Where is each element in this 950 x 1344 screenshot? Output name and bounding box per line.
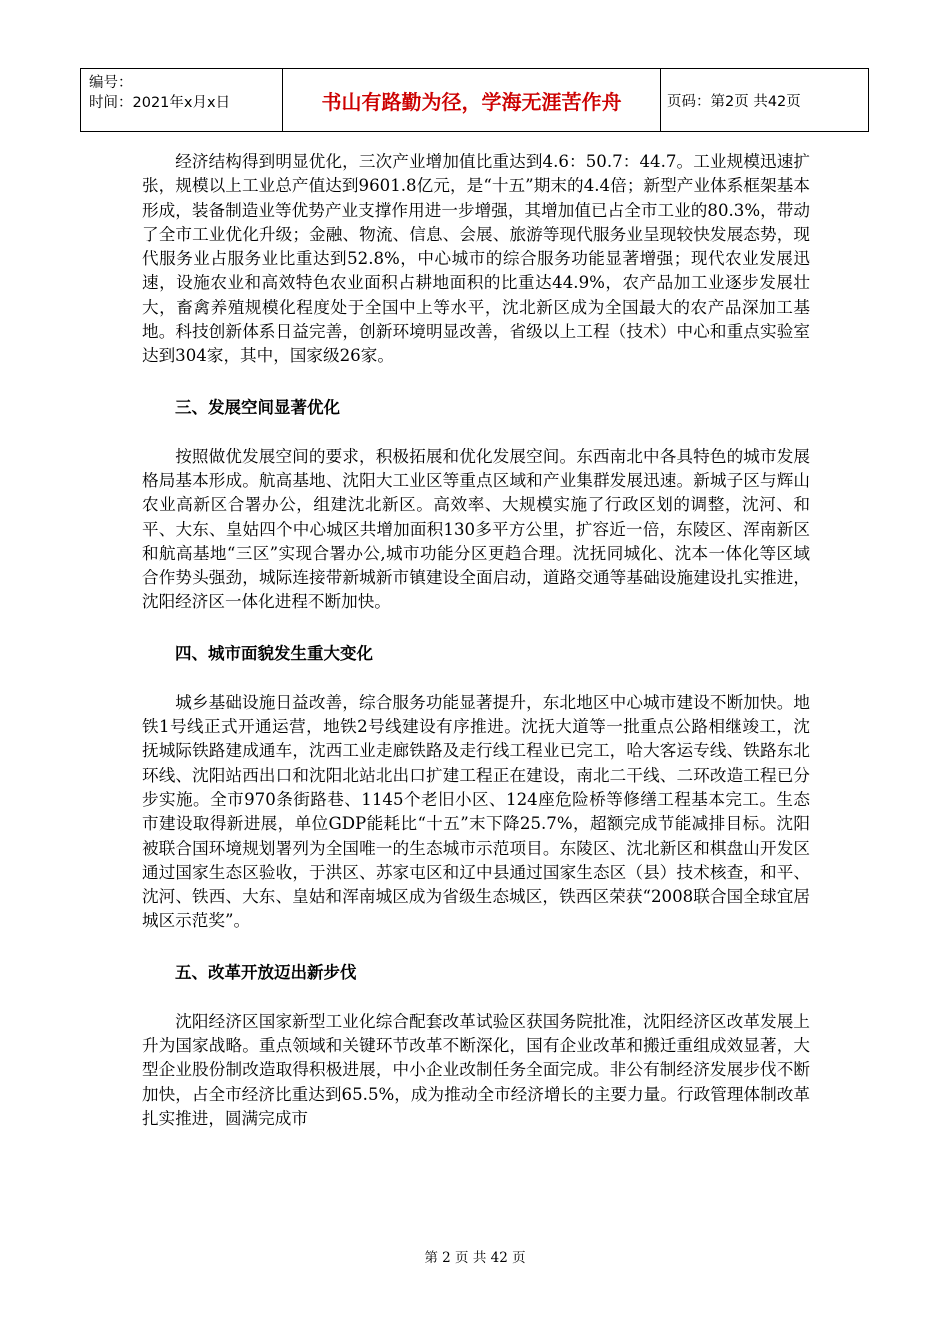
paragraph-space: 按照做优发展空间的要求，积极拓展和优化发展空间。东西南北中各具特色的城市发展格局基本形成。航高基地、沈阳大工业区等重点区域和产业集群发展迅速。新城子区与辉山农业高新区合署办公，组建沈北新区。高效率、大规模实施了行政区划的调整，沈河、和平、大东、皇姑四个中心城区共增加面积130多平方公里，扩容近一倍，东陵区、浑南新区和航高基地“三区”实现合署办公,城市功能分区更趋合理。沈抚同城化、沈本一体化等区域合作势头强劲，城际连接带新城新市镇建设全面启动，道路交通等基础设施建设扎实推进，沈阳经济区一体化进程不断加快。 [142,446,810,612]
page-info: 页码：第2页 共42页 [667,93,801,110]
header-table [80,68,869,132]
header-meta-cell [81,69,283,131]
paragraph-economy: 经济结构得到明显优化，三次产业增加值比重达到4.6：50.7：44.7。工业规模迅速扩张，规模以上工业总产值达到9601.8亿元，是“十五”期末的4.4倍；新型产业体系框架基本形成，装备制造业等优势产业支撑作用进一步增强，其增加值已占全市工业的80.3%，带动了全市工业优化升级；金融、物流、信息、会展、旅游等现代服务业呈现较快发展态势，现代服务业占服务业比重达到52.8%，中心城市的综合服务功能显著增强；现代农业发展迅速，设施农业和高效特色农业面积占耕地面积的比重达44.9%，农产品加工业逐步发展壮大，畜禽养殖规模化程度处于全国中上等水平，沈北新区成为全国最大的农产品深加工基地。科技创新体系日益完善，创新环境明显改善，省级以上工程（技术）中心和重点实验室达到304家，其中，国家级26家。 [142,152,810,366]
motto: 书山有路勤为径，学海无涯苦作舟 [283,69,661,131]
paragraph-reform: 沈阳经济区国家新型工业化综合配套改革试验区获国务院批准，沈阳经济区改革发展上升为国家战略。重点领域和关键环节改革不断深化，国有企业改革和搬迁重组成效显著，大型企业股份制改造取得积极进展，中小企业改制任务全面完成。非公有制经济发展步伐不断加快，占全市经济比重达到65.5%，成为推动全市经济增长的主要力量。行政管理体制改革扎实推进，圆满完成市 [142,1011,810,1128]
document-body [142,150,810,1131]
section-heading-5: 五、改革开放迈出新步伐 [175,962,357,982]
page-footer: 第 2 页 共 42 页 [424,1250,526,1266]
serial-label: 编号： [89,75,133,91]
section-heading-4: 四、城市面貌发生重大变化 [175,643,373,663]
paragraph-city: 城乡基础设施日益改善，综合服务功能显著提升，东北地区中心城市建设不断加快。地铁1号线正式开通运营，地铁2号线建设有序推进。沈抚大道等一批重点公路相继竣工，沈抚城际铁路建成通车，沈西工业走廊铁路及走行线工程业已完工，哈大客运专线、铁路东北环线、沈阳站西出口和沈阳北站北出口扩建工程正在建设，南北二干线、二环改造工程已分步实施。全市970条街路巷、1145个老旧小区、124座危险桥等修缮工程基本完工。生态市建设取得新进展，单位GDP能耗比“十五”末下降25.7%，超额完成节能减排目标。沈阳被联合国环境规划署列为全国唯一的生态城市示范项目。东陵区、沈北新区和棋盘山开发区通过国家生态区验收，于洪区、苏家屯区和辽中县通过国家生态区（县）技术核查，和平、沈河、铁西、大东、皇姑和浑南城区成为省级生态城区，铁西区荣获“2008联合国全球宜居城区示范奖”。 [142,692,810,931]
section-heading-3: 三、发展空间显著优化 [175,397,340,417]
date-label: 时间：2021年x月x日 [89,95,231,111]
